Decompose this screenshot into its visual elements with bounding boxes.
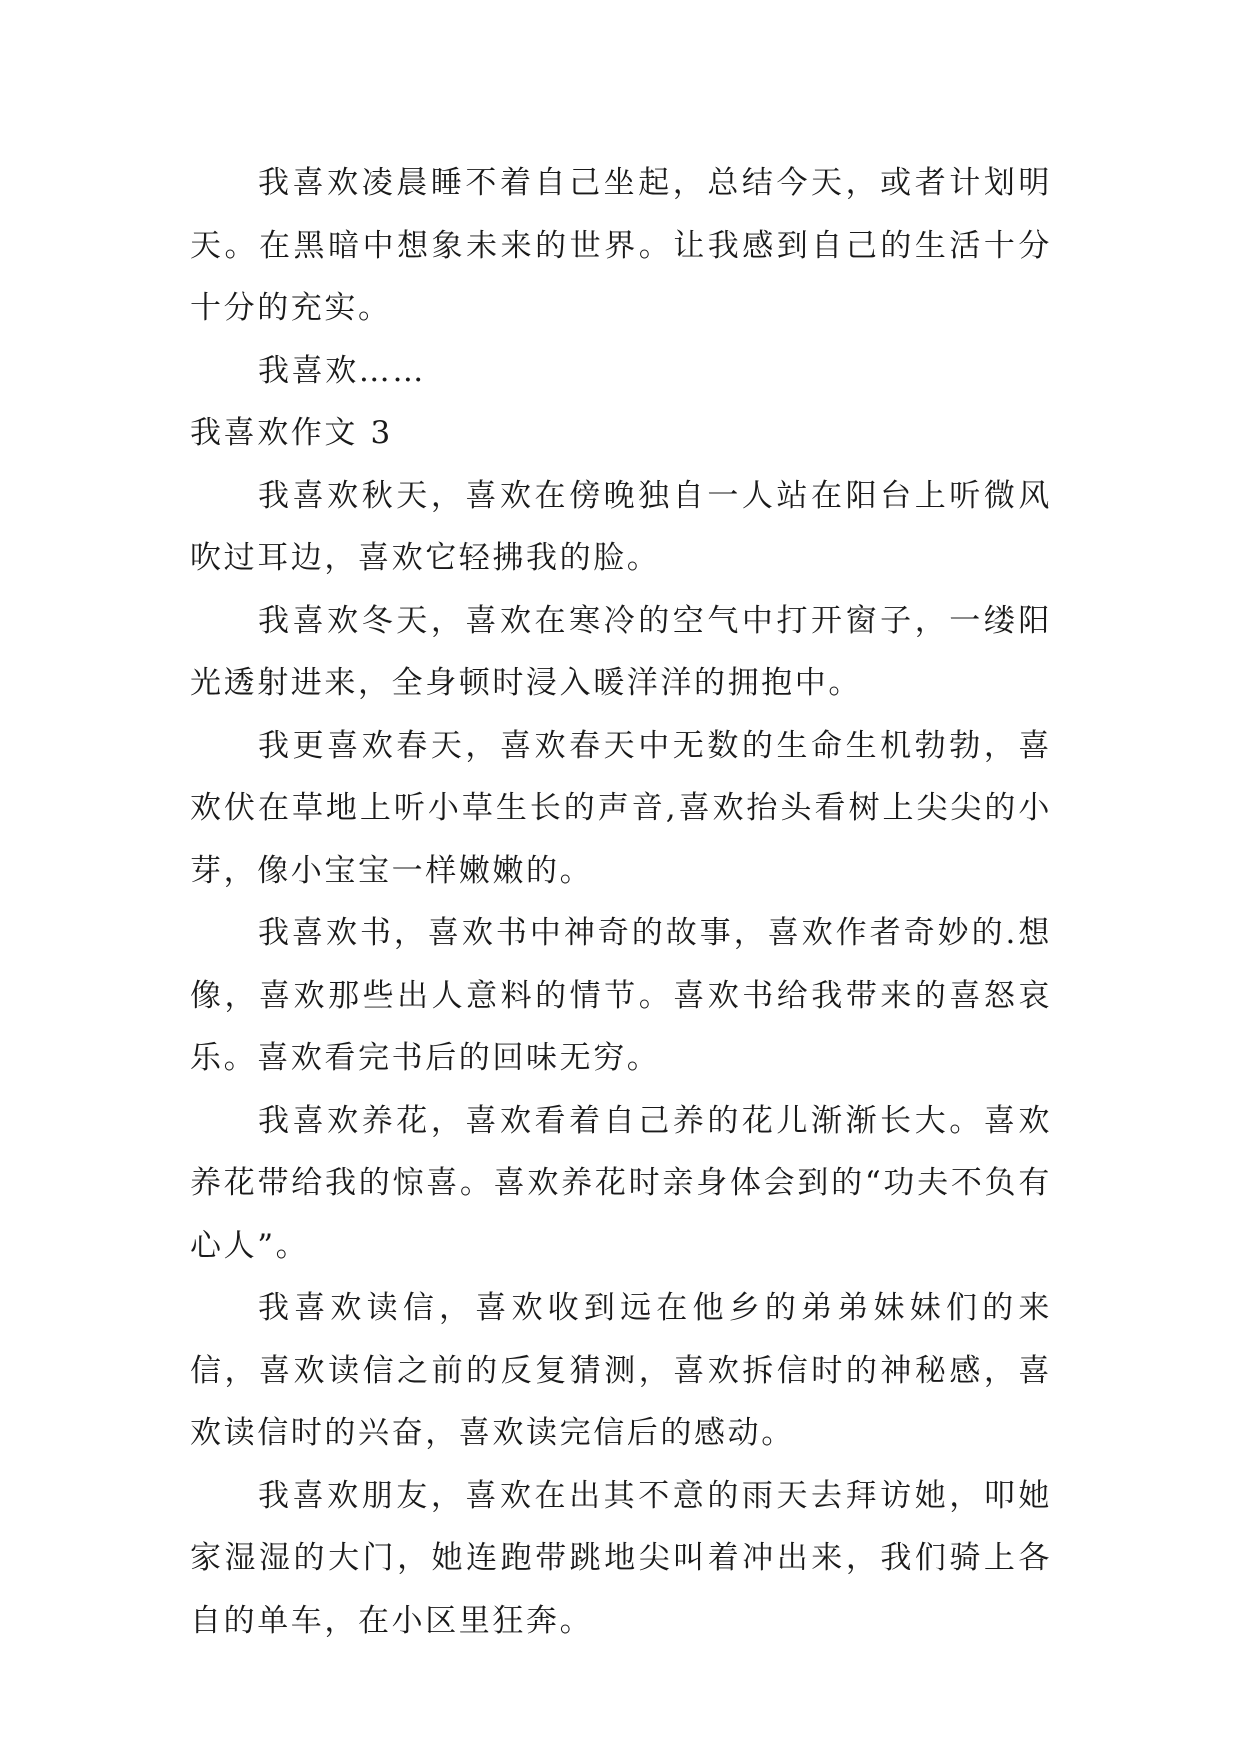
paragraph-ellipsis: 我喜欢…… xyxy=(258,352,426,389)
paragraph-books: 我喜欢书，喜欢书中神奇的故事，喜欢作者奇妙的.想像，喜欢那些出人意料的情节。喜欢书给我带来的喜怒哀乐。喜欢看完书后的回味无穷。 xyxy=(190,915,1052,1076)
section-title: 我喜欢作文 3 xyxy=(190,415,393,451)
document-page xyxy=(190,152,1052,1652)
paragraph-flowers: 我喜欢养花，喜欢看着自己养的花儿渐渐长大。喜欢养花带给我的惊喜。喜欢养花时亲身体会到的“功夫不负有心人”。 xyxy=(190,1102,1052,1264)
paragraph-winter: 我喜欢冬天，喜欢在寒冷的空气中打开窗子，一缕阳光透射进来，全身顿时浸入暖洋洋的拥抱中。 xyxy=(190,602,1052,701)
paragraph-late-night: 我喜欢凌晨睡不着自己坐起，总结今天，或者计划明天。在黑暗中想象未来的世界。让我感到自己的生活十分十分的充实。 xyxy=(190,165,1052,326)
paragraph-spring: 我更喜欢春天，喜欢春天中无数的生命生机勃勃，喜欢伏在草地上听小草生长的声音,喜欢抬头看树上尖尖的小芽，像小宝宝一样嫩嫩的。 xyxy=(190,727,1052,889)
paragraph-friends: 我喜欢朋友，喜欢在出其不意的雨天去拜访她，叩她家湿湿的大门，她连跑带跳地尖叫着冲出来，我们骑上各自的单车，在小区里狂奔。 xyxy=(190,1477,1052,1639)
paragraph-letters: 我喜欢读信，喜欢收到远在他乡的弟弟妹妹们的来信，喜欢读信之前的反复猜测，喜欢拆信时的神秘感，喜欢读信时的兴奋，喜欢读完信后的感动。 xyxy=(190,1290,1052,1451)
paragraph-autumn: 我喜欢秋天，喜欢在傍晚独自一人站在阳台上听微风吹过耳边，喜欢它轻拂我的脸。 xyxy=(190,477,1052,576)
